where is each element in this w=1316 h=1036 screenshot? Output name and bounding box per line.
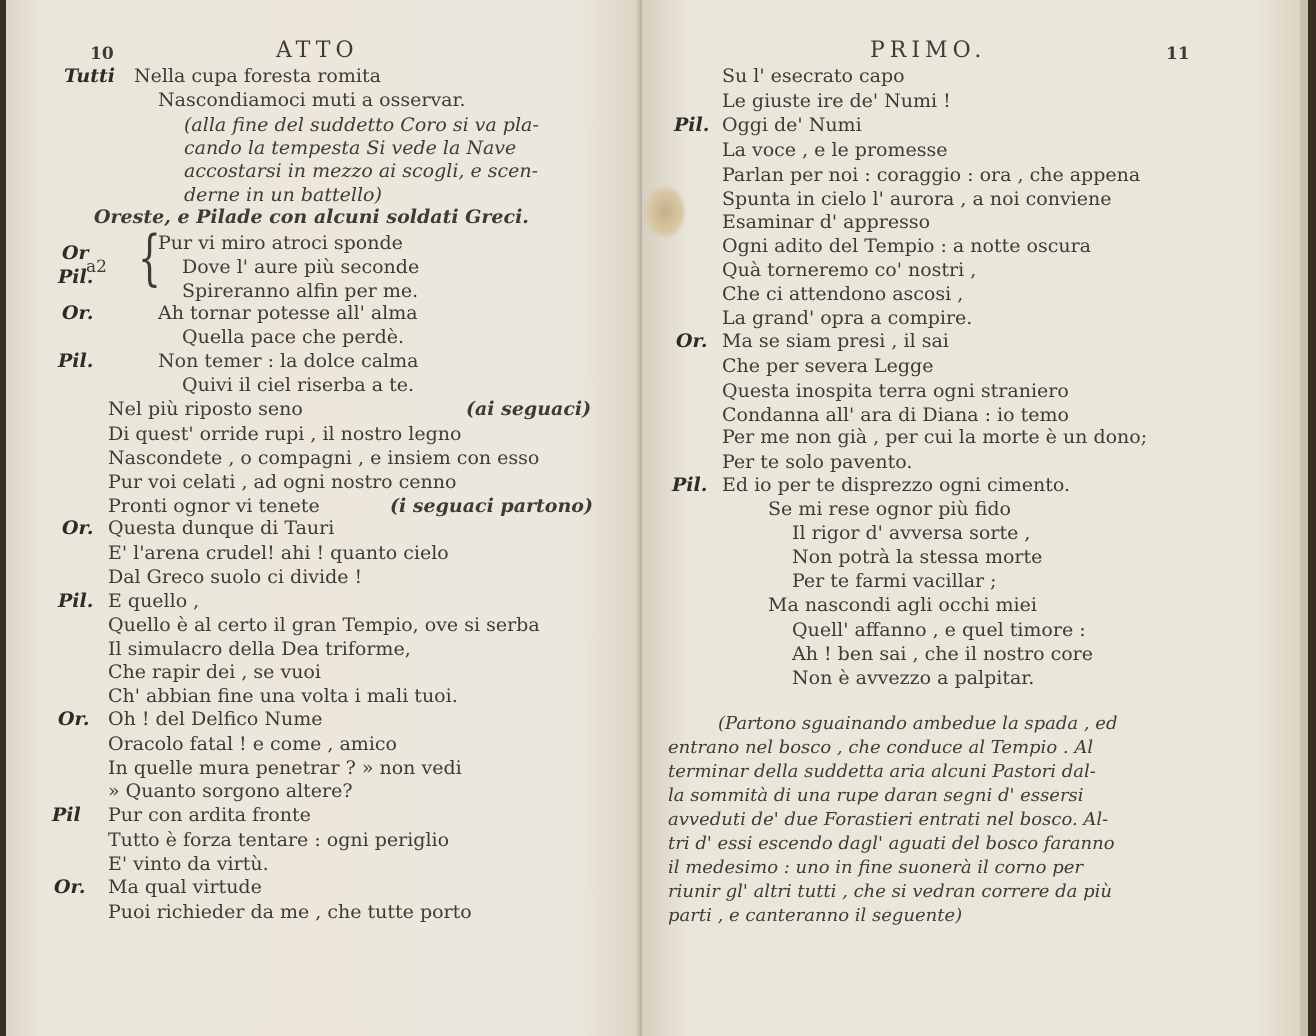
verse-line: Pur vi miro atroci sponde <box>158 232 403 254</box>
left-page <box>6 0 642 1036</box>
speaker-label: Pil. <box>58 266 94 288</box>
stage-direction-line: avveduti de' due Forastieri entrati nel bosco. Al- <box>668 809 1109 830</box>
right-page <box>642 0 1308 1036</box>
verse-line: E' vinto da virtù. <box>108 853 269 875</box>
verse-line: Di quest' orride rupi , il nostro legno <box>108 423 462 445</box>
stage-direction-line: entrano nel bosco , che conduce al Tempio . Al <box>668 737 1094 758</box>
stage-direction-line: Oreste, e Pilade con alcuni soldati Greci. <box>94 206 529 228</box>
verse-line: Nella cupa foresta romita <box>134 65 381 87</box>
speaker-label: Or. <box>58 708 90 730</box>
a2-mark: a2 <box>86 257 107 277</box>
verse-line: La grand' opra a compire. <box>722 307 973 329</box>
verse-line: Dal Greco suolo ci divide ! <box>108 566 363 588</box>
page-edge <box>1300 0 1308 1036</box>
verse-line: Quello è al certo il gran Tempio, ove si serba <box>108 614 540 636</box>
speaker-label: Pil. <box>672 474 708 496</box>
verse-line: Oggi de' Numi <box>722 114 862 136</box>
verse-line: Il simulacro della Dea triforme, <box>108 638 411 660</box>
speaker-label: Pil. <box>58 590 94 612</box>
right-page-number: 11 <box>1166 44 1190 64</box>
verse-line: Pur voi celati , ad ogni nostro cenno <box>108 471 457 493</box>
verse-line: Oh ! del Delfico Nume <box>108 708 323 730</box>
verse-line: Ch' abbian fine una volta i mali tuoi. <box>108 685 458 707</box>
verse-line: Esaminar d' appresso <box>722 211 931 233</box>
verse-line: In quelle mura penetrar ? » non vedi <box>108 757 462 779</box>
speaker-label: Pil <box>52 804 81 826</box>
stage-direction-line: riunir gl' altri tutti , che si vedran correre da più <box>668 881 1112 902</box>
stage-direction-line: (Partono sguainando ambedue la spada , ed <box>718 713 1118 734</box>
verse-line: Che per severa Legge <box>722 355 934 377</box>
speaker-label: Or <box>62 242 89 264</box>
speaker-label: Or. <box>54 876 86 898</box>
verse-line: Che rapir dei , se vuoi <box>108 661 321 683</box>
stage-direction-line: derne in un battello) <box>184 184 382 206</box>
speaker-label: Or. <box>676 330 708 352</box>
stage-direction-line: (alla fine del suddetto Coro si va pla- <box>184 114 539 136</box>
verse-line: Non è avvezzo a palpitar. <box>792 667 1035 689</box>
stage-direction-line: terminar della suddetta aria alcuni Pastori dal- <box>668 761 1096 782</box>
stage-direction-line: cando la tempesta Si vede la Nave <box>184 137 517 159</box>
verse-line: Spireranno alfin per me. <box>182 280 419 302</box>
verse-line: Quà torneremo co' nostri , <box>722 259 977 281</box>
speaker-label: Tutti <box>64 65 115 87</box>
speaker-label: Or. <box>62 517 94 539</box>
verse-line: Ma qual virtude <box>108 876 262 898</box>
right-running-head: PRIMO. <box>870 38 987 63</box>
verse-line: Puoi richieder da me , che tutte porto <box>108 901 472 923</box>
left-page-number: 10 <box>90 44 114 64</box>
verse-line: Quella pace che perdè. <box>182 326 405 348</box>
verse-line: Pronti ognor vi tenete <box>108 495 320 517</box>
verse-line: Su l' esecrato capo <box>722 65 905 87</box>
verse-line: Condanna all' ara di Diana : io temo <box>722 404 1069 426</box>
verse-line: Se mi rese ognor più fido <box>768 498 1011 520</box>
brace-icon: { <box>138 223 161 293</box>
verse-line: » Quanto sorgono altere? <box>108 780 353 802</box>
verse-line: Pur con ardita fronte <box>108 804 311 826</box>
stage-direction-line: la sommità di una rupe daran segni d' essersi <box>668 785 1084 806</box>
verse-line: Ed io per te disprezzo ogni cimento. <box>722 474 1071 496</box>
verse-line: E quello , <box>108 590 200 612</box>
speaker-label: Pil. <box>58 350 94 372</box>
verse-line: Nascondiamoci muti a osservar. <box>158 89 466 111</box>
paper-stain <box>644 186 686 238</box>
verse-line: Ogni adito del Tempio : a notte oscura <box>722 235 1091 257</box>
verse-line: Per te solo pavento. <box>722 451 913 473</box>
verse-line: Ah tornar potesse all' alma <box>158 302 418 324</box>
verse-line: Ah ! ben sai , che il nostro core <box>792 643 1094 665</box>
left-running-head: ATTO <box>276 38 359 63</box>
verse-line: Quivi il ciel riserba a te. <box>182 374 415 396</box>
stage-direction-line: parti , e canteranno il seguente) <box>668 905 963 926</box>
verse-line: Nel più riposto seno <box>108 398 303 420</box>
stage-direction-line: il medesimo : uno in fine suonerà il corno per <box>668 857 1083 878</box>
verse-line: Per te farmi vacillar ; <box>792 570 997 592</box>
verse-line: Parlan per noi : coraggio : ora , che appena <box>722 164 1141 186</box>
verse-line: Che ci attendono ascosi , <box>722 283 964 305</box>
verse-line: Questa inospita terra ogni straniero <box>722 380 1069 402</box>
verse-line: Tutto è forza tentare : ogni periglio <box>108 829 450 851</box>
verse-line: Questa dunque di Tauri <box>108 517 335 539</box>
stage-direction-line: tri d' essi escendo dagl' aguati del bosco faranno <box>668 833 1115 854</box>
verse-line: La voce , e le promesse <box>722 139 948 161</box>
verse-line: Ma se siam presi , il sai <box>722 330 949 352</box>
verse-line: E' l'arena crudel! ahi ! quanto cielo <box>108 542 449 564</box>
verse-line: Per me non già , per cui la morte è un dono; <box>722 426 1148 448</box>
speaker-label: Or. <box>62 302 94 324</box>
verse-line: Spunta in cielo l' aurora , a noi conviene <box>722 188 1112 210</box>
verse-line: Il rigor d' avversa sorte , <box>792 522 1031 544</box>
stage-direction-line: accostarsi in mezzo ai scogli, e scen- <box>184 160 539 182</box>
verse-line: Nascondete , o compagni , e insiem con esso <box>108 447 540 469</box>
aside-note: (i seguaci partono) <box>390 495 593 517</box>
speaker-label: Pil. <box>674 114 710 136</box>
verse-line: Dove l' aure più seconde <box>182 256 420 278</box>
verse-line: Quell' affanno , e quel timore : <box>792 619 1086 641</box>
verse-line: Non temer : la dolce calma <box>158 350 419 372</box>
aside-note: (ai seguaci) <box>466 398 592 420</box>
verse-line: Le giuste ire de' Numi ! <box>722 90 951 112</box>
verse-line: Non potrà la stessa morte <box>792 546 1043 568</box>
verse-line: Oracolo fatal ! e come , amico <box>108 733 397 755</box>
verse-line: Ma nascondi agli occhi miei <box>768 594 1037 616</box>
